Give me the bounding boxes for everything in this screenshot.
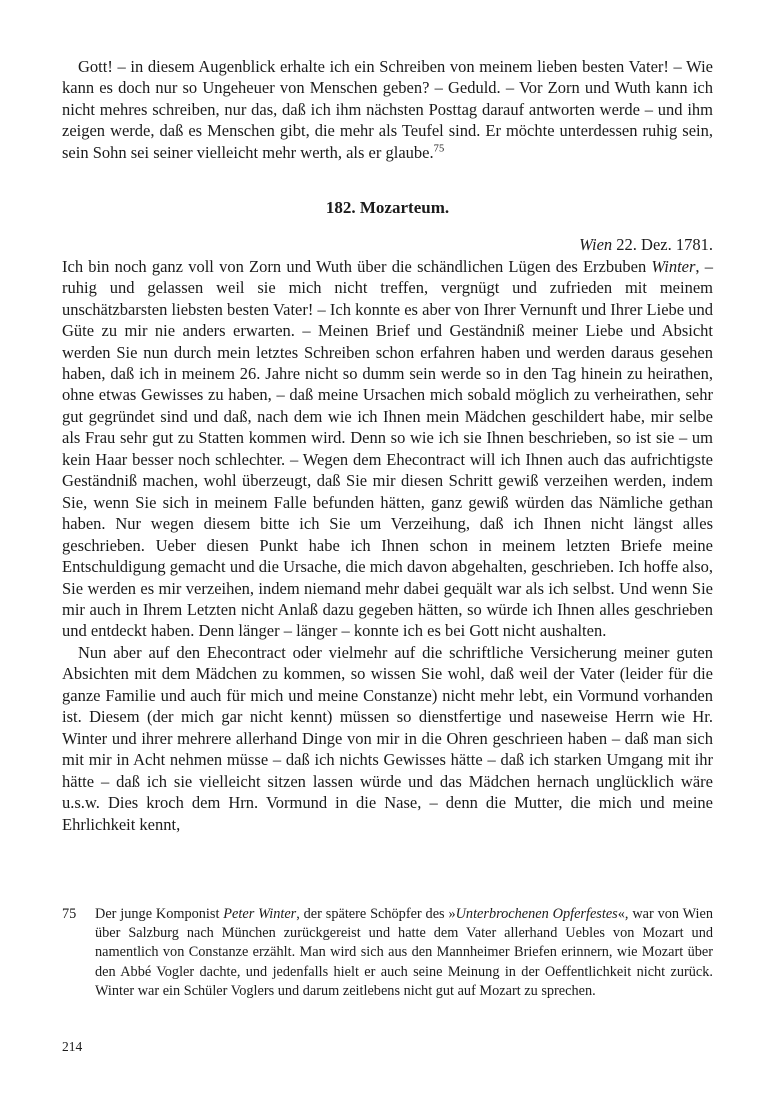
footnote-text: Der junge Komponist Peter Winter, der spätere Schöpfer des »Unterbrochenen Opferfestes«, war von Wien über Salzburg nach München zurückgereist und hatte dem Vater allerhand Uebles von Mozart und namentlich von Constanze erzählt. Man wird sich aus den Mannheimer Briefen erinnern, wie Mozart über den Abbé Vogler dachte, und jedenfalls hielt er auch seine Meinung in der Oeffentlichkeit nicht zurück. Winter war ein Schüler Voglers und darum zeitlebens nicht gut auf Mozart zu sprechen. xyxy=(95,906,714,999)
letter-dateline: Wien 22. Dez. 1781. xyxy=(579,235,713,255)
letter-paragraph-1: Ich bin noch ganz voll von Zorn und Wuth über die schändlichen Lügen des Erzbuben Winter, – ruhig und gelassen weil sie mich nicht treffen, vergnügt und zufrieden mit meinem unschätzbarsten liebsten besten Vater! – Ich konnte es aber von Ihrer Vernunft und Ihrer Liebe und Güte zu mir nie anders erwarten. – Meinen Brief und Geständniß meiner Liebe und Absicht werden Sie nun durch mein letztes Schreiben schon erfahren haben und werden daraus gesehen haben, daß ich in meinem 26. Jahre nicht so dumm sein werde so in den Tag hinein zu heirathen, ohne etwas Gewisses zu haben, – daß meine Ursachen mich sobald möglich zu verheirathen, sehr gut gegründet sind und daß, nach dem wie ich Ihnen mein Mädchen geschildert habe, mir selbe als Frau sehr gut zu Statten kommen wird. Denn so wie ich sie Ihnen beschrieben, so ist sie – um kein Haar besser noch schlechter. – Wegen dem Ehecontract will ich Ihnen auch das aufrichtigste Geständniß machen, wohl überzeugt, daß Sie mir diesen Schritt gewiß verzeihen werden, indem Sie, wenn Sie sich in meinem Falle befunden hätten, ganz gewiß würden das Nämliche gethan haben. Nur wegen diesem bitte ich Sie um Verzeihung, daß ich Ihnen nicht längst alles geschrieben. Ueber diesen Punkt habe ich Ihnen schon in meinem letzten Briefe meine Entschuldigung gemacht und die Ursache, die mich davon abgehalten, geschrieben. Ich hoffe also, Sie werden es mir verzeihen, indem niemand mehr dabei gequält war als ich selbst. Und wenn Sie mir auch in Ihrem Letzten nicht Anlaß dazu gegeben hätten, so würde ich Ihnen alles geschrieben und entdeckt haben. Denn länger – länger – konnte ich es bei Gott nicht aushalten. xyxy=(62,256,714,641)
letter-heading: 182. Mozarteum. xyxy=(325,198,450,218)
letter-paragraph-2: Nun aber auf den Ehecontract oder vielmehr auf die schriftliche Versicherung meiner guten Absichten mit dem Mädchen zu kommen, so wissen Sie wohl, daß weil der Vater (leider für die ganze Familie und auch für mich und meine Constanze) nicht mehr lebt, ein Vormund vorhanden ist. Diesem (der mich gar nicht kennt) müssen so dienstfertige und naseweise Herrn wie Hr. Winter und ihrer mehrere allerhand Dinge von mir in die Ohren geschrieen haben – daß man sich mit mir in Acht nehmen müsse – daß ich nichts Gewisses hätte – daß ich starken Umgang mit ihr hätte – daß ich sie vielleicht sitzen lassen würde und das Mädchen hernach unglücklich wäre u.s.w. Dies kroch dem Hrn. Vormund in die Nase, – denn die Mutter, die mich und meine Ehrlichkeit kennt, xyxy=(62,642,713,834)
intro-paragraph: Gott! – in diesem Augenblick erhalte ich ein Schreiben von meinem lieben besten Vater! – Wie kann es doch nur so Ungeheuer von Menschen geben? – Geduld. – Vor Zorn und Wuth kann ich nicht mehres schreiben, nur das, daß ich ihm nächsten Posttag darauf antworten werde – und ihm zeigen werde, daß es Menschen gibt, die mehr als Teufel sind. Er möchte unterdessen ruhig sein, sein Sohn sei seiner vielleicht mehr werth, als er glaube.$^{75}$ xyxy=(62,57,713,162)
page-number: 214 xyxy=(62,1039,83,1054)
main-text-block xyxy=(62,56,713,835)
footnote-number: 75 xyxy=(62,906,77,922)
footnote xyxy=(62,905,713,1001)
